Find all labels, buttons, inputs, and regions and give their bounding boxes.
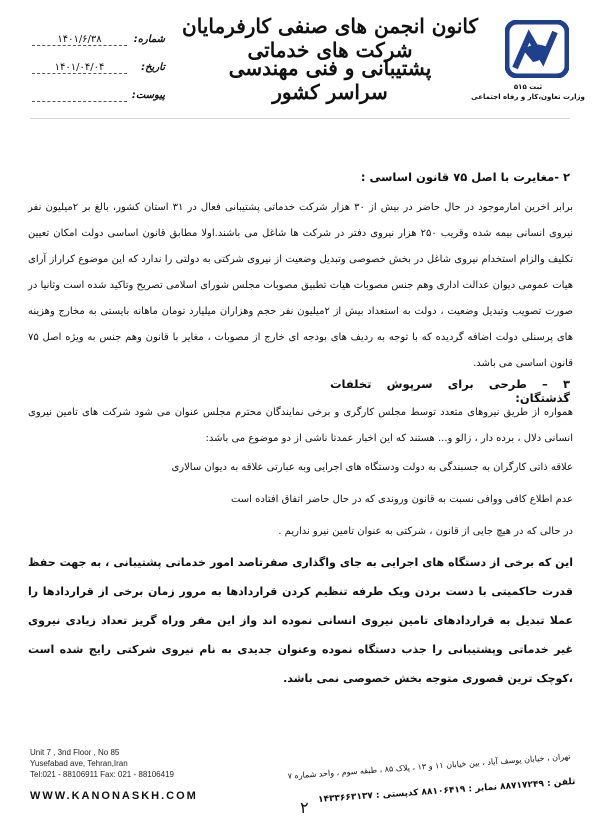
website-link[interactable]: WWW.KANONASKH.COM <box>30 790 198 802</box>
section3-intro: همواره از طریق نیروهای متعدد توسط مجلس کارگری و برخی نمایندگان محترم مجلس عنوان می شود شرکت های تامین نیروی انسانی دلال ، برده دار ، زالو و... هستند که این اخبار عمدتا ناشی از دو موضوع می باشد: <box>28 407 573 444</box>
section3-heading: ۳ – طرحی برای سرپوش تخلفات گذشتگان: <box>330 377 570 405</box>
letter-attachment <box>25 90 165 102</box>
footer-phones-fa: تلفن : ۸۸۷۱۷۲۴۹ نمابر : ۸۸۱۰۶۴۱۹ کدپستی : ۱۴۳۳۶۶۳۱۳۷ <box>317 777 576 805</box>
letter-number-value: ۱۴۰۱/۶/۳۸ <box>32 34 127 46</box>
organization-title: کانون انجمن های صنفی کارفرمایان شرکت های خدماتی <box>182 14 478 62</box>
logo-caption <box>468 82 588 102</box>
section3-conclusion: این که برخی از دستگاه های اجرایی به جای واگذاری صفرتاصد امور خدماتی پشتیبانی ، به جهت حفظ قدرت حاکمیتی با دست بردن ویک طرفه تنظیم کردن قراردادها به مرور زمان برخی از قراردادها را عملا تبدیل به قراردادهای تامین نیروی انسانی نموده اند واز این مفر وراه گریز تعداد زیادی نیروی غیر خدماتی وپشتیبانی را جذب دستگاه نموده وعنوان جدیدی به نام نیروی شرکتی رایج شده است ،کوچک ترین قصوری متوجه بخش خصوصی نمی باشد. <box>28 556 573 685</box>
header-divider <box>30 118 570 119</box>
letter-number-label: شماره: <box>133 34 165 45</box>
address-line-1: Unit 7 , 3nd Floor , No 85 <box>30 748 120 757</box>
letter-number <box>25 34 165 46</box>
letter-attachment-value <box>32 90 127 102</box>
section2-heading: ۲ -مغایرت با اصل ۷۵ قانون اساسی : <box>360 170 570 184</box>
letter-date <box>25 62 165 74</box>
letter-attachment-label: پیوست: <box>131 90 165 101</box>
organization-logo-icon <box>505 20 569 78</box>
reason-item-1: علاقه ذاتی کارگران به جسبندگی به دولت ودستگاه های اجرایی وبه عبارتی علاقه به دیوان سالاری <box>171 462 573 473</box>
footer-address-fa: تهران ، خیابان یوسف آباد ، بین خیابان ۱۱ و ۱۳ ، پلاک ۸۵ ، طبقه سوم ، واحد شماره ۷ <box>287 751 571 781</box>
reason-item-2: عدم اطلاع کافی ووافی نسبت به قانون وروندی که در حال حاضر اتفاق افتاده است <box>230 494 573 505</box>
organization-subtitle: پشتیبانی و فنی مهندسی سراسر کشور <box>228 56 432 104</box>
letter-date-value: ۱۴۰۱/۰۴/۰۴ <box>32 62 127 74</box>
registration-number: ثبت ۵۱۵ <box>513 83 543 91</box>
section2-body: برابر اخرین امارموجود در حال حاضر در بیش از ۳۰ هزار شرکت خدماتی پشتیبانی فعال در ۳۱ استان کشور، بالغ بر ۲میلیون نفر نیروی انسانی بیمه شده وقریب ۲۵۰ هزار نیروی دفتر در شرکت ها شاغل می باشند.اولا مطابق قانون اساسی دولت امکان تعیین تکلیف والزام استخدام نیروی شاغل در بخش خصوصی وتبدیل وضعیت از نیروی شرکتی به دولتی را ندارد که این موضوع کراراز آرای هیات عمومی دیوان عدالت اداری وهم جنس مصوبات هیات تطبیق مصوبات مجلس شورای اسلامی تصریح وتاکید شده است وثانیا در صورت تصویب وتبدیل وضعیت ، دولت به استعداد بیش از ۲میلیون نفر حجم وهزاران میلیارد تومان ماهانه بایستی به مخارج وهزینه های پرسنلی دولت اضافه گردیده که با توجه به ردیف های بودجه ای خارج از مصوبات ، مغایر با قانون وهم جنس به ویژه اصل ۷۵ قانون اساسی می باشد. <box>28 202 574 369</box>
address-line-2: Yusefabad ave, Tehran,Iran <box>30 759 128 768</box>
letter-date-label: تاریخ: <box>141 62 165 73</box>
page-number: ۲ <box>300 798 309 817</box>
ministry-name: وزارت تعاون،کار و رفاه اجتماعی <box>471 93 585 101</box>
section3-statement: در حالی که در هیچ جایی از قانون ، شرکتی به عنوان تامین نیرو نداریم . <box>278 526 573 537</box>
footer-address-en <box>30 747 174 780</box>
phone-fax-line: Tel:021 - 88106911 Fax: 021 - 88106419 <box>30 770 174 779</box>
